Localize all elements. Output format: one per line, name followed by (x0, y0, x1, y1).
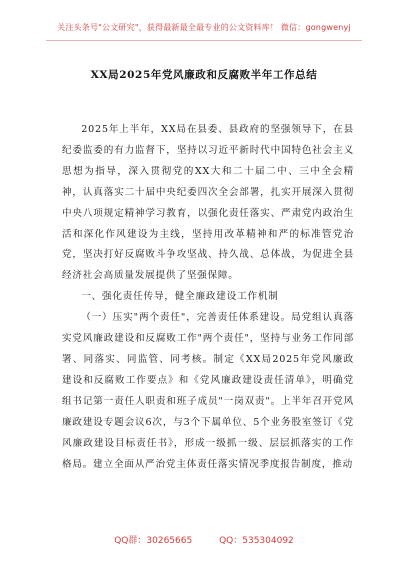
footer-qq-group: QQ群：30265665 (114, 536, 193, 546)
header-divider (46, 40, 362, 41)
paragraph-1-1: （一）压实"两个责任"，完善责任体系建设。局党组认真落实党风廉政建设和反腐败工作"两个责任"，坚持与业务工作同部署、同落实、同监管、同考核。制定《XX局2025年党风廉政建设和反腐败工作要点》和《党风廉政建设责任清单》，明确党组书记第一责任人职责和班子成员"一岗双责"。上半年召开党风廉政建设专题会议6次，与3个下属单位、5个业务股室签订《党风廉政建设目标责任书》，形成一级抓一级、层层抓落实的工作格局。建立全面从严治党主体责任落实情况季度报告制度，推动 (62, 312, 354, 470)
document-title: XX局2025年党风廉政和反腐败半年工作总结 (90, 69, 318, 81)
header-banner: 关注头条号"公文研究"，获得最新最全最专业的公文资料库！ 微信：gongwenyj (57, 23, 351, 32)
paragraph-intro: 2025年上半年，XX局在县委、县政府的坚强领导下，在县纪委监委的有力监督下，坚持以习近平新时代中国特色社会主义思想为指导，深入贯彻党的XX大和二十届二中、三中全会精神，认真落实二十届中央纪委四次全会部署，扎实开展深入贯彻中央八项规定精神学习教育，以强化责任落实、严肃党内政治生活和深化作风建设为主线，坚持用改革精神和严的标准管党治党，坚决打好反腐败斗争攻坚战、持久战、总体战，为促进全县经济社会高质量发展提供了坚强保障。 (62, 124, 354, 282)
document-body (62, 120, 354, 475)
footer-qq: QQ：535304092 (219, 536, 294, 546)
section-heading-1: 一、强化责任传导，健全廉政建设工作机制 (81, 291, 279, 303)
footer-contact (0, 533, 408, 546)
